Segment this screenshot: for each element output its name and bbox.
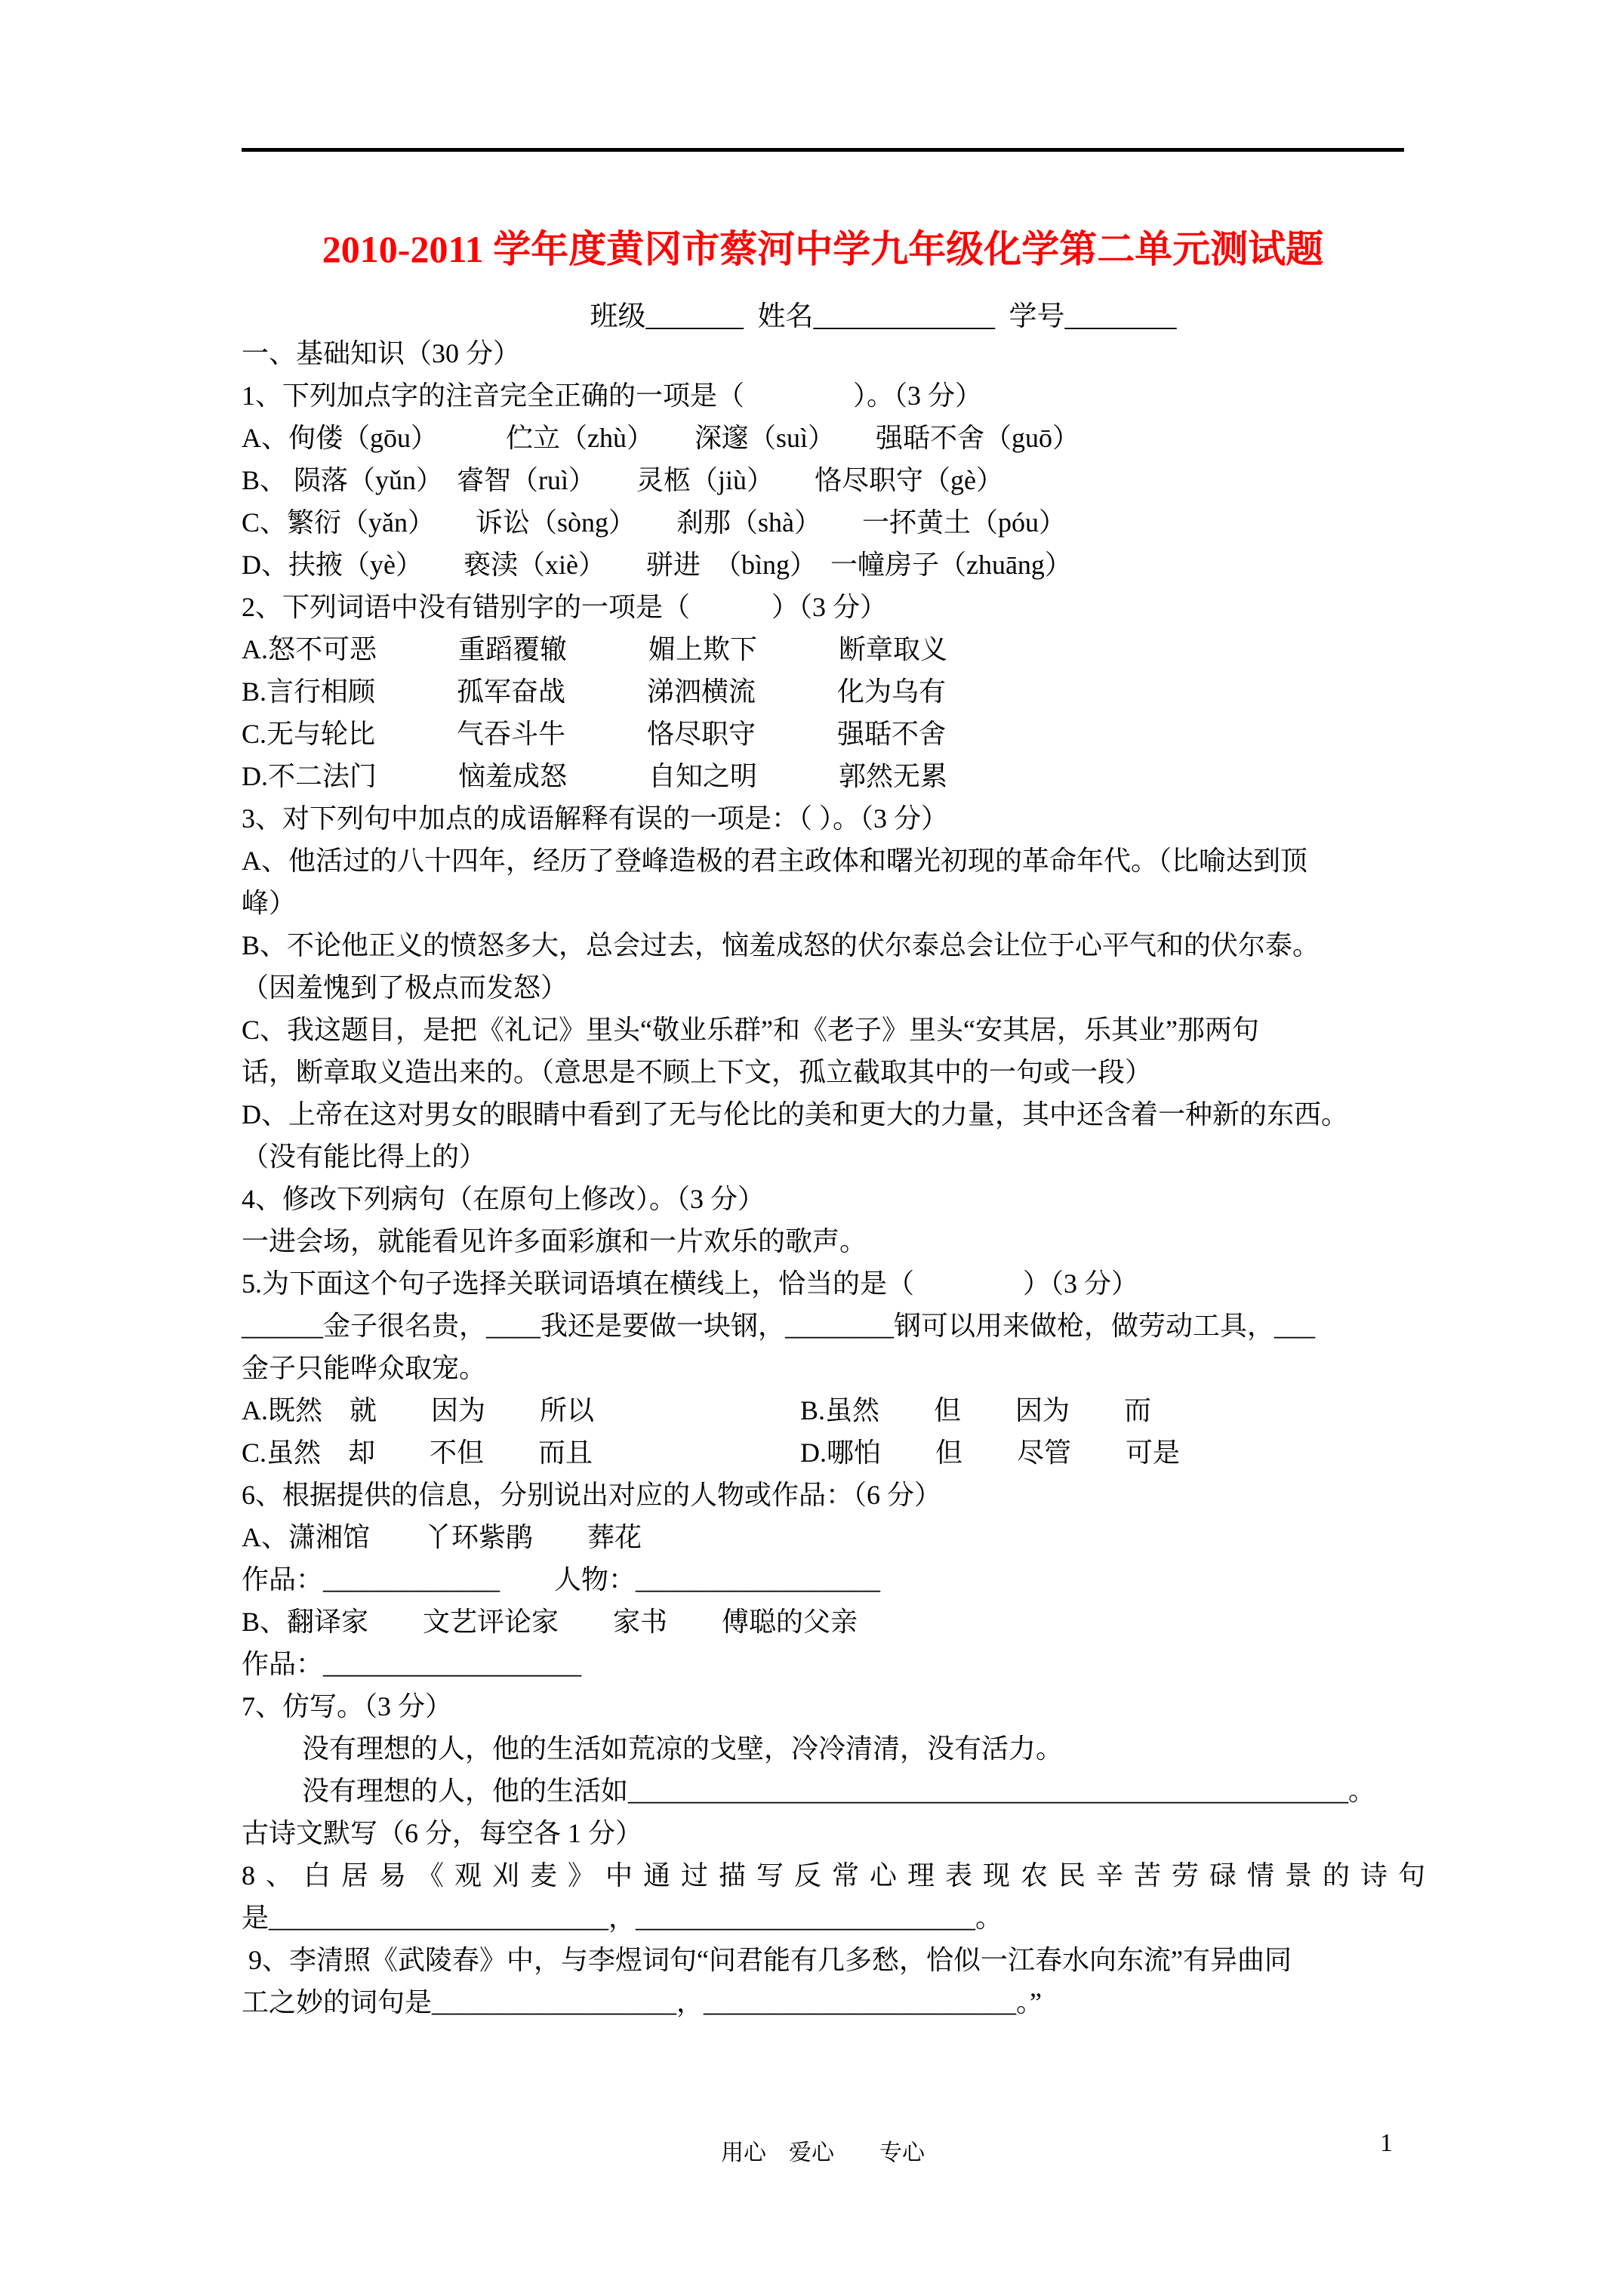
student-info-line: 班级_______ 姓名_____________ 学号________ [590,301,1177,332]
header-rule [242,148,1404,152]
page-number: 1 [1380,2129,1393,2157]
q3-option-a-line1: A、他活过的八十四年，经历了登峰造极的君主政体和曙光初现的革命年代。（比喻达到顶 [242,846,1307,876]
page-title: 2010-2011 学年度黄冈市蔡河中学九年级化学第二单元测试题 [322,228,1324,270]
q5-stem: 5.为下面这个句子选择关联词语填在横线上，恰当的是（ ）（3 分） [242,1268,1139,1299]
poem-section-heading: 古诗文默写（6 分，每空各 1 分） [242,1818,643,1848]
q3-option-d-line1: D、上帝在这对男女的眼睛中看到了无与伦比的美和更大的力量，其中还含着一种新的东西。 [242,1099,1348,1130]
section1-heading: 一、基础知识（30 分） [242,338,521,368]
q6-answer-a: 作品：_____________ 人物：__________________ [242,1564,881,1595]
q2-option-b: B.言行相顾 孤军奋战 涕泗横流 化为乌有 [242,676,947,707]
q3-option-b-line1: B、不论他正义的愤怒多大，总会过去，恼羞成怒的伏尔泰总会让位于心平气和的伏尔泰。 [242,930,1320,960]
q5-fill-line2: 金子只能哗众取宠。 [242,1353,487,1383]
q7-example: 没有理想的人，他的生活如荒凉的戈壁，冷冷清清，没有活力。 [302,1734,1064,1764]
q6-clue-b: B、翻译家 文艺评论家 家书 傅聪的父亲 [242,1607,858,1637]
q4-stem: 4、修改下列病句（在原句上修改）。（3 分） [242,1184,765,1214]
q1-option-c: C、繁衍（yǎn） 诉讼（sòng） 刹那（shà） 一抔黄土（póu） [242,507,1066,538]
q5-options-row-cd [242,1432,1404,1474]
q2-stem: 2、下列词语中没有错别字的一项是（ ）（3 分） [242,592,888,622]
q9-line1: 9、李清照《武陵春》中，与李煜词句“问君能有几多愁，恰似一江春水向东流”有异曲同 [242,1945,1292,1975]
q3-option-d-line2: （没有能比得上的） [242,1142,487,1172]
q7-fill: 没有理想的人，他的生活如_____________________________________________________。 [302,1776,1376,1806]
q3-option-c-line1: C、我这题目，是把《礼记》里头“敬业乐群”和《老子》里头“安其居，乐其业”那两句 [242,1015,1259,1045]
q5-option-d: D.哪怕 但 尽管 可是 [800,1438,1180,1468]
q8-line2: 是_________________________，_________________________。 [242,1903,1002,1933]
q5-option-c: C.虽然 却 不但 而且 [242,1438,593,1468]
q5-fill-line1: ______金子很名贵，____我还是要做一块钢，________钢可以用来做枪，做劳动工具，___ [242,1311,1316,1341]
q5-options-row-ab [242,1389,1404,1432]
q2-option-c: C.无与轮比 气吞斗牛 恪尽职守 强聒不舍 [242,719,947,749]
q8-line1: 8、白居易《观刈麦》中通过描写反常心理表现农民辛苦劳碌情景的诗句 [242,1860,1437,1891]
q6-clue-a: A、潇湘馆 丫环紫鹃 葬花 [242,1522,642,1552]
q2-option-a: A.怒不可恶 重蹈覆辙 媚上欺下 断章取义 [242,634,947,664]
q2-option-d: D.不二法门 恼羞成怒 自知之明 郭然无累 [242,761,947,791]
q1-option-b: B、 陨落（yǔn） 睿智（ruì） 灵柩（jiù） 恪尽职守（gè） [242,465,1003,495]
q3-option-a-line2: 峰） [242,888,297,918]
q5-option-b: B.虽然 但 因为 而 [800,1395,1152,1425]
q7-stem: 7、仿写。（3 分） [242,1691,453,1721]
q6-stem: 6、根据提供的信息，分别说出对应的人物或作品：（6 分） [242,1480,942,1510]
q1-option-a: A、佝偻（gōu） 伫立（zhù） 深邃（suì） 强聒不舍（guō） [242,423,1079,453]
q3-option-b-line2: （因羞愧到了极点而发怒） [242,972,568,1003]
q3-stem: 3、对下列句中加点的成语解释有误的一项是：（ ）。（3 分） [242,803,949,834]
q4-sentence: 一进会场，就能看见许多面彩旗和一片欢乐的歌声。 [242,1226,867,1256]
q1-option-d: D、扶掖（yè） 亵渎（xiè） 骈进 （bìng） 一幢房子（zhuāng） [242,550,1072,580]
q6-answer-b: 作品：___________________ [242,1649,582,1679]
q5-option-a: A.既然 就 因为 所以 [242,1395,594,1425]
q3-option-c-line2: 话，断章取义造出来的。（意思是不顾上下文，孤立截取其中的一句或一段） [242,1057,1153,1087]
document-body [242,332,1437,2023]
footer-motto: 用心 爱心 专心 [721,2140,925,2165]
q9-line2: 工之妙的词句是__________________，_______________________。” [242,1987,1042,2017]
q1-stem: 1、下列加点字的注音完全正确的一项是（ ）。（3 分） [242,381,983,411]
